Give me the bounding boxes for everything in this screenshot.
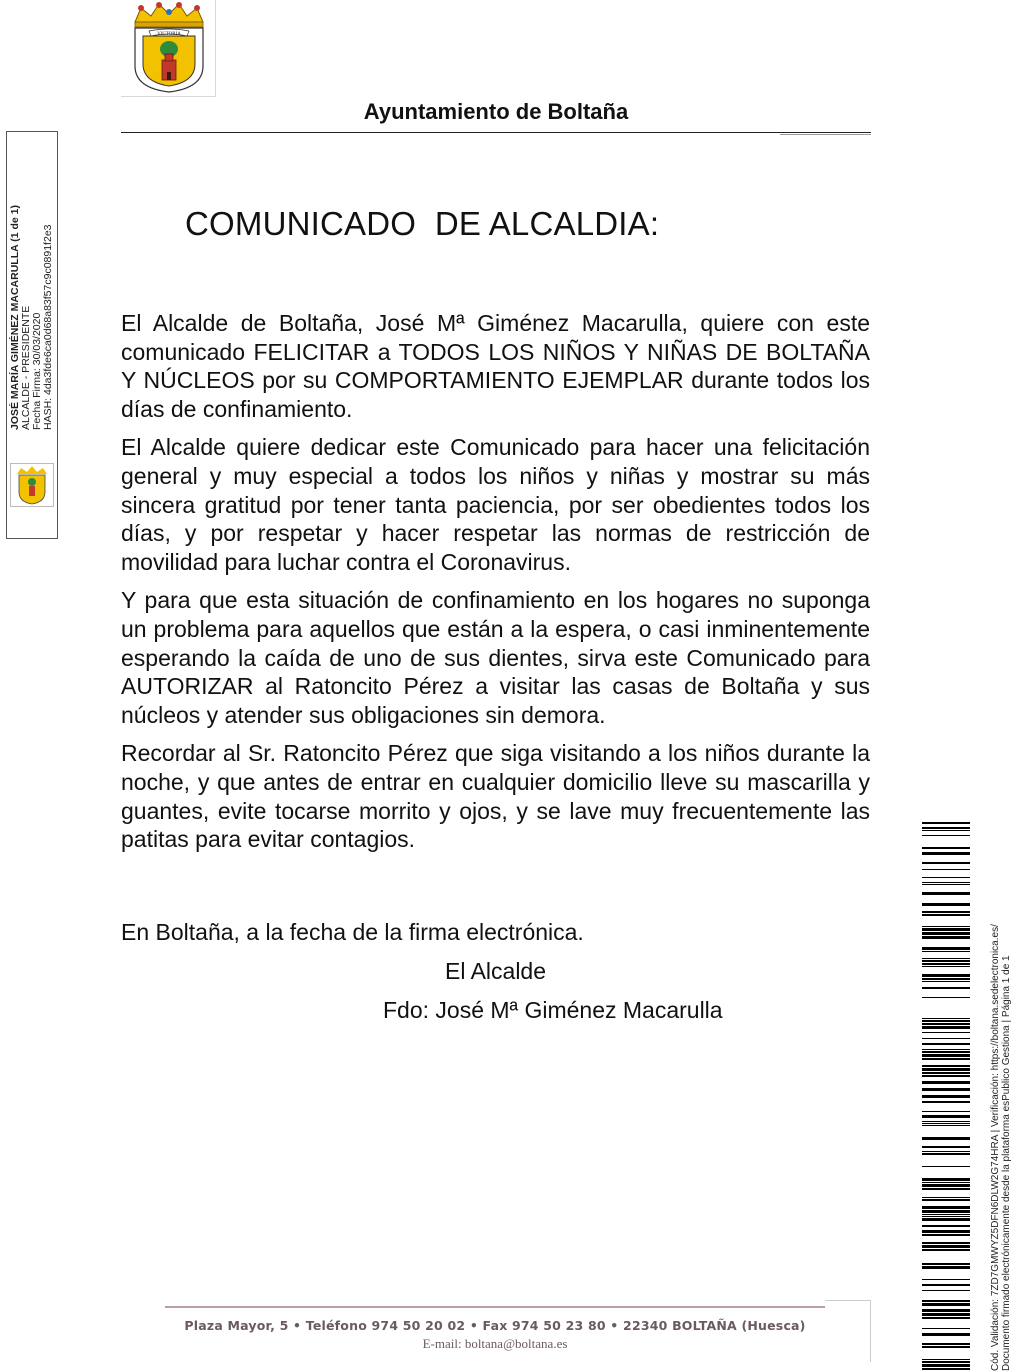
barcode-bar	[922, 835, 970, 836]
paragraph: El Alcalde quiere dedicar este Comunicado para hacer una felicitación general y muy especial a todos los niños y niñas y mostrar su más sincera gratitud por tener tanta paciencia, por ser obedientes todos los días, y por respetar y hacer respetar las normas de restricción de movilidad para luchar contra el Coronavirus.	[121, 434, 870, 575]
validation-code: Cód. Validación: 7ZD7GMWYZ5DFN6DLW2G74HRA | Verificación: https://boltana.sedelectronica.es/	[990, 924, 1001, 1371]
barcode-bar	[922, 869, 970, 870]
barcode-bar	[922, 978, 970, 980]
barcode-bar	[922, 1284, 970, 1286]
municipal-crest	[121, 0, 216, 97]
barcode-bar	[922, 1032, 970, 1033]
barcode-bar	[922, 1075, 970, 1077]
barcode-bar	[922, 884, 970, 885]
validation-text	[990, 924, 1012, 1371]
barcode-bar	[922, 882, 970, 883]
barcode-bar	[922, 1368, 970, 1370]
paragraph: Y para que esta situación de confinamiento en los hogares no suponga un problema para aquellos que están a la espera, o casi inminentemente esperando la caída de uno de sus dientes, sirva este Comunicado para AUTORIZAR al Ratoncito Pérez a visitar las casas de Boltaña y sus núcleos y atender sus obligaciones sin demora.	[121, 587, 870, 728]
barcode-bar	[922, 1364, 970, 1367]
barcode-bar	[922, 1065, 970, 1067]
barcode-bar	[922, 1300, 970, 1302]
barcode-bar	[922, 903, 970, 906]
barcode-bar	[922, 928, 970, 931]
barcode-bar	[922, 1214, 970, 1215]
validation-barcode	[922, 822, 970, 1371]
barcode-bar	[922, 1197, 970, 1198]
barcode-bar	[922, 1263, 970, 1265]
validation-platform: Documento firmado electrónicamente desde la plataforma esPublico Gestiona | Página 1 de 1	[1001, 955, 1012, 1371]
footer-address: Plaza Mayor, 5 • Teléfono 974 50 20 02 • Fax 974 50 23 80 • 22340 BOLTAÑA (Huesca)	[184, 1318, 806, 1333]
barcode-bar	[922, 963, 970, 965]
barcode-bar	[922, 1359, 970, 1360]
barcode-bar	[922, 1343, 970, 1345]
barcode-bar	[922, 1058, 970, 1060]
barcode-bar	[922, 1279, 970, 1280]
barcode-bar	[922, 1199, 970, 1201]
barcode-bar	[922, 1249, 970, 1251]
barcode-bar	[922, 827, 970, 829]
barcode-bar	[922, 947, 970, 950]
barcode-bar	[922, 852, 970, 855]
barcode-bar	[922, 1081, 970, 1084]
barcode-bar	[922, 1266, 970, 1269]
barcode-bar	[922, 1242, 970, 1244]
coat-of-arms-icon	[127, 2, 211, 94]
barcode-bar	[922, 1333, 970, 1336]
barcode-bar	[922, 1216, 970, 1217]
barcode-bar	[922, 1125, 970, 1126]
barcode-bar	[922, 1026, 970, 1029]
barcode-bar	[922, 1054, 970, 1057]
barcode-bar	[922, 1072, 970, 1074]
barcode-bar	[922, 1043, 970, 1045]
barcode-bar	[922, 1049, 970, 1050]
barcode-bar	[922, 1188, 970, 1190]
seal-icon	[11, 464, 53, 506]
barcode-bar	[922, 1218, 970, 1221]
barcode-bar	[922, 1234, 970, 1236]
barcode-bar	[922, 1018, 970, 1019]
barcode-bar	[922, 1137, 970, 1140]
header-divider	[121, 132, 871, 133]
barcode-bar	[922, 1153, 970, 1155]
barcode-bar	[922, 830, 970, 831]
barcode-bar	[922, 1121, 970, 1122]
barcode-bar	[922, 1303, 970, 1306]
barcode-bar	[922, 1068, 970, 1071]
paragraph: Recordar al Sr. Ratoncito Pérez que siga visitando a los niños durante la noche, y que antes de entrar en cualquier domicilio lleve su mascarilla y guantes, evite tocarse morrito y ojos, y se lave muy frecuentemente las patitas para evitar contagios.	[121, 740, 870, 853]
barcode-bar	[922, 1346, 970, 1348]
barcode-bar	[922, 958, 970, 959]
barcode-bar	[922, 892, 970, 895]
signer-title: El Alcalde	[445, 958, 547, 984]
footer-email: E-mail: boltana@boltana.es	[422, 1336, 568, 1351]
barcode-bar	[922, 997, 970, 998]
barcode-bar	[922, 960, 970, 962]
barcode-bar	[922, 1020, 970, 1022]
barcode-bar	[922, 1361, 970, 1363]
barcode-bar	[922, 1146, 970, 1148]
barcode-bar	[922, 1178, 970, 1181]
signer-name: Fdo: José Mª Giménez Macarulla	[383, 997, 723, 1023]
barcode-bar	[922, 1051, 970, 1053]
barcode-bar	[922, 1245, 970, 1248]
barcode-bar	[922, 1210, 970, 1213]
barcode-bar	[922, 966, 970, 967]
barcode-bar	[922, 974, 970, 977]
barcode-bar	[922, 1317, 970, 1319]
barcode-bar	[922, 862, 970, 864]
barcode-bar	[922, 1101, 970, 1103]
stamp-date: Fecha Firma: 30/03/2020	[31, 312, 43, 430]
svg-text:VICTORIA: VICTORIA	[157, 32, 181, 37]
stamp-role: ALCALDE - PRESIDENTE	[20, 305, 32, 430]
barcode-bar	[922, 1184, 970, 1187]
document-title: COMUNICADO DE ALCALDIA:	[185, 205, 660, 242]
barcode-bar	[922, 1290, 970, 1291]
header-divider-accent	[780, 134, 871, 135]
barcode-bar	[922, 1206, 970, 1209]
barcode-bar	[922, 1313, 970, 1316]
paragraph: El Alcalde de Boltaña, José Mª Giménez Macarulla, quiere con este comunicado FELICITAR a TODOS LOS NIÑOS Y NIÑAS DE BOLTAÑA Y NÚCLEOS por su COMPORTAMIENTO EJEMPLAR durante todos los días de confinamiento.	[121, 310, 870, 422]
document-body	[121, 309, 870, 864]
barcode-bar	[922, 981, 970, 982]
barcode-bar	[922, 926, 970, 927]
stamp-hash: HASH: 4da3fde6ca0d68a83f57c9c0891f2e3	[42, 224, 54, 430]
signature-stamp-text	[10, 205, 54, 430]
organization-name: Ayuntamiento de Boltaña	[363, 99, 629, 124]
signature-seal	[10, 463, 54, 507]
barcode-bar	[922, 911, 970, 913]
barcode-bar	[922, 1038, 970, 1039]
footer-divider	[165, 1306, 825, 1308]
barcode-bar	[922, 1328, 970, 1329]
barcode-bar	[922, 1023, 970, 1025]
barcode-bar	[922, 1166, 970, 1167]
barcode-bar	[922, 932, 970, 935]
barcode-bar	[922, 936, 970, 939]
barcode-bar	[922, 1095, 970, 1098]
barcode-bar	[922, 1151, 970, 1152]
barcode-bar	[922, 1111, 970, 1112]
barcode-bar	[922, 822, 970, 824]
barcode-bar	[922, 951, 970, 952]
barcode-bar	[922, 1225, 970, 1227]
barcode-bar	[922, 1123, 970, 1124]
footer-frame	[825, 1300, 871, 1362]
barcode-bar	[922, 847, 970, 849]
barcode-bar	[922, 1182, 970, 1183]
barcode-bar	[922, 987, 970, 989]
barcode-bar	[922, 1230, 970, 1233]
barcode-bar	[922, 1309, 970, 1312]
stamp-signer: JOSÉ MARÍA GIMÉNEZ MACARULLA (1 de 1)	[9, 205, 21, 430]
barcode-bar	[922, 914, 970, 916]
barcode-bar	[922, 1115, 970, 1118]
barcode-bar	[922, 877, 970, 878]
closing-line: En Boltaña, a la fecha de la firma electrónica.	[121, 919, 584, 945]
barcode-bar	[922, 1088, 970, 1091]
